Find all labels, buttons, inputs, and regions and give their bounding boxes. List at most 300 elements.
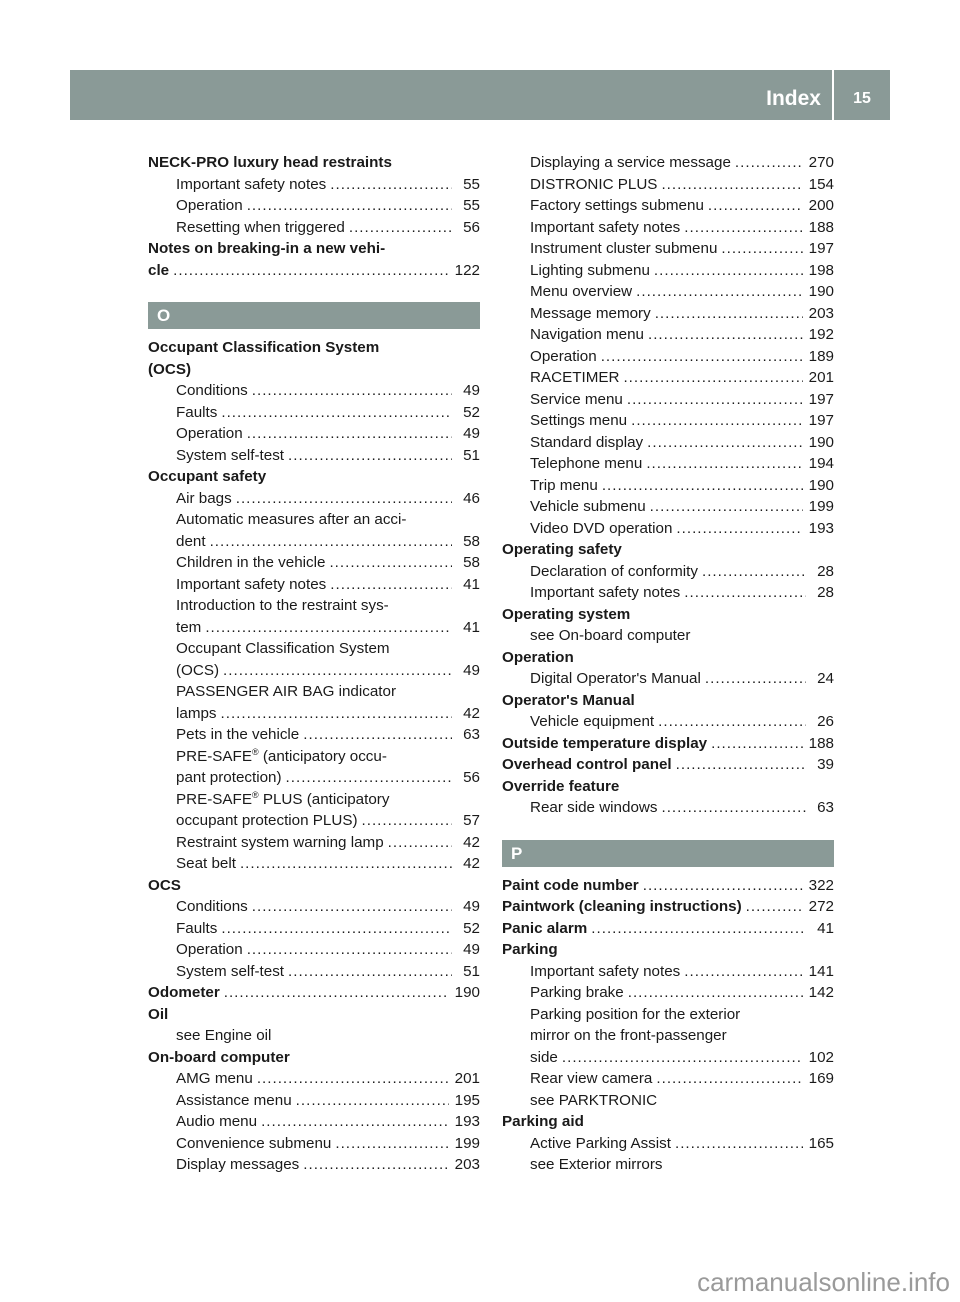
index-subentry-wrapped: [148, 681, 480, 724]
registered-mark: ®: [251, 746, 259, 757]
entry-text: Overhead control panel: [502, 756, 672, 773]
index-subentry[interactable]: [148, 918, 480, 940]
entry-text: Pets in the vehicle: [176, 726, 300, 743]
page-reference[interactable]: 49: [463, 941, 480, 958]
page-reference[interactable]: 197: [808, 390, 834, 408]
entry-text-line: Parking position for the exterior: [530, 1005, 741, 1023]
dot-leader: [330, 174, 452, 196]
index-subentry[interactable]: [148, 961, 480, 983]
index-subentry[interactable]: [148, 195, 480, 217]
dot-leader: [329, 552, 452, 574]
index-subentry-wrapped: [148, 509, 480, 552]
dot-leader: [654, 260, 803, 282]
entry-text: RACETIMER: [530, 369, 620, 386]
index-entry: [502, 776, 834, 798]
entry-text-line: PASSENGER AIR BAG indicator: [176, 683, 397, 700]
dot-leader: [303, 1154, 448, 1176]
entry-text: Lighting submenu: [530, 261, 650, 279]
dot-leader: [288, 445, 452, 467]
entry-text-line: Occupant Classification System: [148, 339, 380, 356]
entry-text: Digital Operator's Manual: [530, 670, 701, 687]
page-reference[interactable]: 322: [808, 876, 834, 894]
entry-text: Important safety notes: [530, 218, 681, 236]
index-subentry[interactable]: [502, 195, 834, 217]
page-reference[interactable]: 55: [463, 175, 480, 193]
entry-text: DISTRONIC PLUS: [530, 175, 658, 193]
index-subentry: [502, 1090, 834, 1112]
dot-leader: [303, 724, 452, 746]
index-subentry-wrapped: [148, 638, 480, 681]
page-reference[interactable]: 63: [817, 799, 834, 816]
dot-leader: [631, 410, 803, 432]
index-subentry[interactable]: [502, 217, 834, 239]
index-entry[interactable]: [502, 875, 834, 897]
dot-leader: [261, 1111, 449, 1133]
index-subentry[interactable]: [148, 552, 480, 574]
entry-text: Paintwork (cleaning instructions): [502, 898, 742, 915]
page-reference[interactable]: 194: [808, 455, 834, 472]
index-subentry[interactable]: [148, 767, 480, 789]
dot-leader: [247, 423, 452, 445]
dot-leader: [562, 1047, 803, 1069]
dot-leader: [221, 703, 452, 725]
index-subentry[interactable]: [502, 432, 834, 454]
index-entry: [148, 359, 480, 381]
index-subentry[interactable]: [148, 488, 480, 510]
index-subentry[interactable]: [148, 617, 480, 639]
dot-leader: [656, 1068, 802, 1090]
entry-text: see PARKTRONIC: [530, 1091, 658, 1109]
entry-text-line: Notes on breaking-in a new vehi-: [148, 240, 386, 257]
index-entry[interactable]: [502, 733, 834, 755]
index-column-right: [502, 152, 834, 1176]
page-reference[interactable]: 199: [454, 1134, 480, 1152]
dot-leader: [735, 152, 803, 174]
page-reference[interactable]: 42: [463, 833, 480, 851]
entry-text: Paint code number: [502, 876, 639, 894]
entry-text: Parking aid: [502, 1113, 584, 1130]
entry-text: Operation: [530, 347, 597, 365]
dot-leader: [658, 711, 806, 733]
index-subentry[interactable]: [148, 1133, 480, 1155]
entry-text: Faults: [176, 403, 218, 421]
entry-text: Assistance menu: [176, 1091, 292, 1109]
index-subentry[interactable]: [502, 1068, 834, 1090]
index-entry[interactable]: [502, 918, 834, 940]
dot-leader: [388, 832, 452, 854]
index-subentry[interactable]: [148, 853, 480, 875]
page-reference[interactable]: 198: [808, 261, 834, 279]
page-reference[interactable]: 188: [808, 218, 834, 236]
entry-text: occupant protection PLUS): [176, 812, 358, 829]
entry-text: Operator's Manual: [502, 691, 635, 709]
entry-text: Convenience submenu: [176, 1134, 332, 1152]
entry-text: Occupant safety: [148, 468, 267, 485]
entry-text: Audio menu: [176, 1113, 258, 1130]
index-entry[interactable]: [148, 260, 480, 282]
page-reference[interactable]: 142: [808, 984, 834, 1001]
index-subentry[interactable]: [502, 238, 834, 260]
page-reference[interactable]: 201: [454, 1070, 480, 1087]
entry-text: Parking: [502, 941, 558, 958]
entry-text: Restraint system warning lamp: [176, 833, 384, 851]
dot-leader: [684, 961, 802, 983]
index-subentry[interactable]: [502, 281, 834, 303]
page-reference[interactable]: 195: [454, 1091, 480, 1109]
page-reference[interactable]: 39: [817, 756, 834, 773]
entry-text: Oil: [148, 1005, 169, 1023]
entry-text: Important safety notes: [530, 962, 681, 980]
dot-leader: [636, 281, 803, 303]
page-reference[interactable]: 169: [808, 1070, 834, 1087]
page-reference[interactable]: 200: [808, 197, 834, 214]
entry-text: tem: [176, 618, 202, 636]
index-entry: [148, 875, 480, 897]
index-subentry[interactable]: [148, 380, 480, 402]
page-reference[interactable]: 197: [808, 412, 834, 429]
entry-text: System self-test: [176, 446, 285, 464]
dot-leader: [702, 561, 806, 583]
page-reference[interactable]: 165: [808, 1134, 834, 1152]
dot-leader: [601, 346, 803, 368]
dot-leader: [623, 367, 802, 389]
index-subentry[interactable]: [148, 1090, 480, 1112]
index-subentry[interactable]: [502, 453, 834, 475]
page-reference[interactable]: 58: [463, 554, 480, 571]
page-reference[interactable]: 193: [808, 519, 834, 537]
entry-text: Rear side windows: [530, 799, 658, 816]
index-entry: [502, 647, 834, 669]
index-entry-wrapped: [148, 337, 480, 380]
index-subentry[interactable]: [502, 711, 834, 733]
page-reference[interactable]: 49: [463, 898, 480, 915]
index-subentry[interactable]: [502, 668, 834, 690]
dot-leader: [646, 453, 802, 475]
index-subentry[interactable]: [502, 561, 834, 583]
page-reference[interactable]: 51: [463, 962, 480, 980]
entry-text: Resetting when triggered: [176, 218, 345, 236]
dot-leader: [286, 767, 452, 789]
index-subentry[interactable]: [502, 982, 834, 1004]
page-reference[interactable]: 55: [463, 197, 480, 214]
index-subentry[interactable]: [502, 410, 834, 432]
page-reference[interactable]: 57: [463, 812, 480, 829]
page-reference[interactable]: 26: [817, 713, 834, 730]
entry-text: System self-test: [176, 962, 285, 980]
entry-text: Instrument cluster submenu: [530, 240, 718, 257]
entry-text: On-board computer: [148, 1048, 290, 1066]
entry-text-line: PRE-SAFE® PLUS (anticipatory: [176, 789, 390, 808]
entry-text: Faults: [176, 919, 218, 937]
dot-leader: [684, 217, 802, 239]
entry-text-line: PRE-SAFE® (anticipatory occu-: [176, 746, 387, 765]
entry-text: Rear view camera: [530, 1070, 653, 1087]
page-reference[interactable]: 192: [808, 326, 834, 343]
page-reference[interactable]: 58: [463, 532, 480, 550]
section-header-o: O: [148, 302, 480, 329]
index-subentry[interactable]: [502, 389, 834, 411]
watermark: carmanualsonline.info: [697, 1267, 950, 1297]
page-reference[interactable]: 41: [463, 575, 480, 593]
dot-leader: [335, 1133, 448, 1155]
page-reference[interactable]: 203: [808, 304, 834, 322]
index-entry: [148, 1047, 480, 1069]
page-reference[interactable]: 42: [463, 704, 480, 722]
dot-leader: [746, 896, 803, 918]
entry-text-line: mirror on the front-passenger: [530, 1027, 727, 1044]
dot-leader: [648, 324, 803, 346]
dot-leader: [708, 195, 803, 217]
page-reference[interactable]: 199: [808, 498, 834, 515]
index-entry: [502, 1111, 834, 1133]
registered-mark: ®: [251, 789, 259, 800]
dot-leader: [627, 389, 803, 411]
index-subentry[interactable]: [148, 217, 480, 239]
dot-leader: [684, 582, 806, 604]
entry-text: Panic alarm: [502, 919, 588, 937]
index-subentry[interactable]: [502, 475, 834, 497]
page-reference[interactable]: 201: [808, 369, 834, 386]
dot-leader: [288, 961, 452, 983]
page-reference[interactable]: 102: [808, 1048, 834, 1066]
index-subentry: [502, 625, 834, 647]
index-subentry[interactable]: [148, 810, 480, 832]
index-subentry: [502, 1154, 834, 1176]
index-subentry[interactable]: [148, 724, 480, 746]
entry-text: Conditions: [176, 898, 248, 915]
index-subentry-wrapped: [148, 595, 480, 638]
page-reference[interactable]: 190: [808, 283, 834, 300]
index-subentry[interactable]: [502, 260, 834, 282]
entry-text: Override feature: [502, 777, 620, 795]
entry-text: dent: [176, 532, 206, 550]
dot-leader: [210, 531, 452, 553]
entry-text: OCS: [148, 876, 181, 894]
header-title: Index: [766, 87, 821, 110]
dot-leader: [247, 939, 452, 961]
dot-leader: [647, 432, 803, 454]
entry-text: Operating safety: [502, 541, 622, 558]
index-subentry-wrapped: [502, 1004, 834, 1069]
page-reference[interactable]: 141: [808, 962, 834, 980]
entry-text: see Engine oil: [176, 1027, 272, 1044]
index-subentry[interactable]: [148, 174, 480, 196]
entry-text-line: Introduction to the restraint sys-: [176, 597, 389, 614]
index-subentry[interactable]: [148, 703, 480, 725]
index-subentry[interactable]: [502, 582, 834, 604]
dot-leader: [224, 982, 449, 1004]
entry-text: NECK-PRO luxury head restraints: [148, 154, 392, 171]
entry-text: Displaying a service message: [530, 154, 731, 171]
page-reference[interactable]: 56: [463, 218, 480, 236]
index-subentry[interactable]: [148, 402, 480, 424]
dot-leader: [661, 797, 806, 819]
index-subentry[interactable]: [502, 152, 834, 174]
entry-text: lamps: [176, 704, 217, 722]
page-reference[interactable]: 56: [463, 769, 480, 786]
index-subentry[interactable]: [502, 496, 834, 518]
index-subentry-wrapped: [148, 789, 480, 832]
dot-leader: [247, 195, 452, 217]
index-column-left: [148, 152, 480, 1176]
index-subentry-wrapped: [148, 746, 480, 789]
dot-leader: [655, 303, 803, 325]
page-reference[interactable]: 41: [817, 919, 834, 937]
entry-text: Air bags: [176, 489, 232, 507]
page-reference[interactable]: 197: [808, 240, 834, 257]
index-subentry[interactable]: [148, 1068, 480, 1090]
index-subentry[interactable]: [148, 660, 480, 682]
index-subentry[interactable]: [502, 346, 834, 368]
dot-leader: [257, 1068, 449, 1090]
dot-leader: [602, 475, 803, 497]
page-number: 15: [853, 90, 871, 107]
entry-text: Children in the vehicle: [176, 554, 326, 571]
dot-leader: [650, 496, 803, 518]
index-subentry[interactable]: [502, 518, 834, 540]
entry-text: Display messages: [176, 1156, 300, 1173]
dot-leader: [296, 1090, 449, 1112]
dot-leader: [205, 617, 452, 639]
page-reference[interactable]: 270: [808, 154, 834, 171]
entry-text: Important safety notes: [176, 175, 327, 193]
dot-leader: [252, 896, 452, 918]
page-reference[interactable]: 190: [808, 476, 834, 494]
page-reference[interactable]: 24: [817, 670, 834, 687]
page-reference[interactable]: 46: [463, 489, 480, 507]
entry-text-line: Occupant Classification System: [176, 640, 390, 657]
entry-text: (OCS): [148, 360, 192, 378]
index-subentry[interactable]: [502, 797, 834, 819]
entry-text: Important safety notes: [176, 575, 327, 593]
dot-leader: [223, 660, 452, 682]
index-entry[interactable]: [502, 896, 834, 918]
page-reference[interactable]: 52: [463, 919, 480, 937]
page-reference[interactable]: 63: [463, 726, 480, 743]
index-subentry[interactable]: [148, 896, 480, 918]
entry-text: Vehicle submenu: [530, 498, 646, 515]
page-reference[interactable]: 122: [454, 261, 480, 279]
index-subentry[interactable]: [502, 1133, 834, 1155]
page-reference[interactable]: 189: [808, 347, 834, 365]
entry-text: Trip menu: [530, 476, 598, 494]
index-entry: [148, 466, 480, 488]
entry-text: Menu overview: [530, 283, 633, 300]
page-reference[interactable]: 28: [817, 584, 834, 601]
dot-leader: [676, 518, 802, 540]
entry-text: Navigation menu: [530, 326, 644, 343]
entry-text-line: Automatic measures after an acci-: [176, 511, 407, 528]
dot-leader: [643, 875, 803, 897]
dot-leader: [221, 918, 452, 940]
index-subentry[interactable]: [502, 367, 834, 389]
index-subentry[interactable]: [148, 1154, 480, 1176]
entry-text: Declaration of conformity: [530, 562, 698, 580]
page-reference[interactable]: 190: [808, 433, 834, 451]
page-reference[interactable]: 188: [808, 734, 834, 752]
dot-leader: [628, 982, 803, 1004]
index-entry: [502, 539, 834, 561]
page-reference[interactable]: 203: [454, 1156, 480, 1173]
entry-text: pant protection): [176, 769, 282, 786]
page-reference[interactable]: 272: [808, 898, 834, 915]
dot-leader: [675, 1133, 803, 1155]
index-subentry: [148, 1025, 480, 1047]
entry-text: cle: [148, 261, 170, 279]
dot-leader: [236, 488, 452, 510]
entry-text: Operation: [176, 197, 243, 214]
dot-leader: [173, 260, 449, 282]
dot-leader: [221, 402, 452, 424]
page-reference[interactable]: 154: [808, 175, 834, 193]
dot-leader: [349, 217, 452, 239]
index-entry: [148, 1004, 480, 1026]
page-reference[interactable]: 52: [463, 403, 480, 421]
dot-leader: [240, 853, 452, 875]
index-subentry[interactable]: [502, 174, 834, 196]
page-header-bar: [70, 70, 890, 120]
entry-text: Seat belt: [176, 855, 236, 872]
dot-leader: [591, 918, 806, 940]
dot-leader: [705, 668, 806, 690]
page-reference[interactable]: 49: [463, 382, 480, 399]
entry-text: Parking brake: [530, 984, 624, 1001]
index-entry: [502, 604, 834, 626]
page-reference[interactable]: 49: [463, 661, 480, 679]
dot-leader: [330, 574, 452, 596]
dot-leader: [252, 380, 452, 402]
page-reference[interactable]: 51: [463, 446, 480, 464]
index-subentry[interactable]: [148, 574, 480, 596]
page-reference[interactable]: 190: [454, 984, 480, 1001]
dot-leader: [661, 174, 802, 196]
entry-text: Operation: [176, 425, 243, 442]
dot-leader: [676, 754, 806, 776]
entry-text: AMG menu: [176, 1070, 253, 1087]
entry-text: side: [530, 1048, 558, 1066]
entry-text: Operation: [502, 648, 574, 666]
index-subentry[interactable]: [502, 324, 834, 346]
index-subentry[interactable]: [148, 939, 480, 961]
entry-text: Operating system: [502, 605, 631, 623]
entry-text: Active Parking Assist: [530, 1134, 671, 1152]
entry-text: Video DVD operation: [530, 519, 673, 537]
index-entry: [148, 152, 480, 174]
index-subentry[interactable]: [502, 1047, 834, 1069]
page-reference[interactable]: 49: [463, 425, 480, 442]
index-subentry[interactable]: [148, 1111, 480, 1133]
entry-text: Message memory: [530, 304, 651, 322]
index-subentry[interactable]: [148, 832, 480, 854]
index-subentry[interactable]: [148, 445, 480, 467]
page-reference[interactable]: 28: [817, 562, 834, 580]
index-subentry[interactable]: [148, 423, 480, 445]
index-entry[interactable]: [502, 754, 834, 776]
index-entry: [502, 939, 834, 961]
entry-text: see Exterior mirrors: [530, 1156, 663, 1173]
section-header-p: P: [502, 840, 834, 867]
index-subentry[interactable]: [502, 961, 834, 983]
index-subentry[interactable]: [502, 303, 834, 325]
page-reference[interactable]: 193: [454, 1113, 480, 1130]
page-reference[interactable]: 42: [463, 855, 480, 872]
page-reference[interactable]: 41: [463, 618, 480, 636]
index-entry[interactable]: [148, 982, 480, 1004]
entry-text: Vehicle equipment: [530, 713, 655, 730]
entry-text: Service menu: [530, 390, 623, 408]
entry-text: Conditions: [176, 382, 248, 399]
index-subentry[interactable]: [148, 531, 480, 553]
